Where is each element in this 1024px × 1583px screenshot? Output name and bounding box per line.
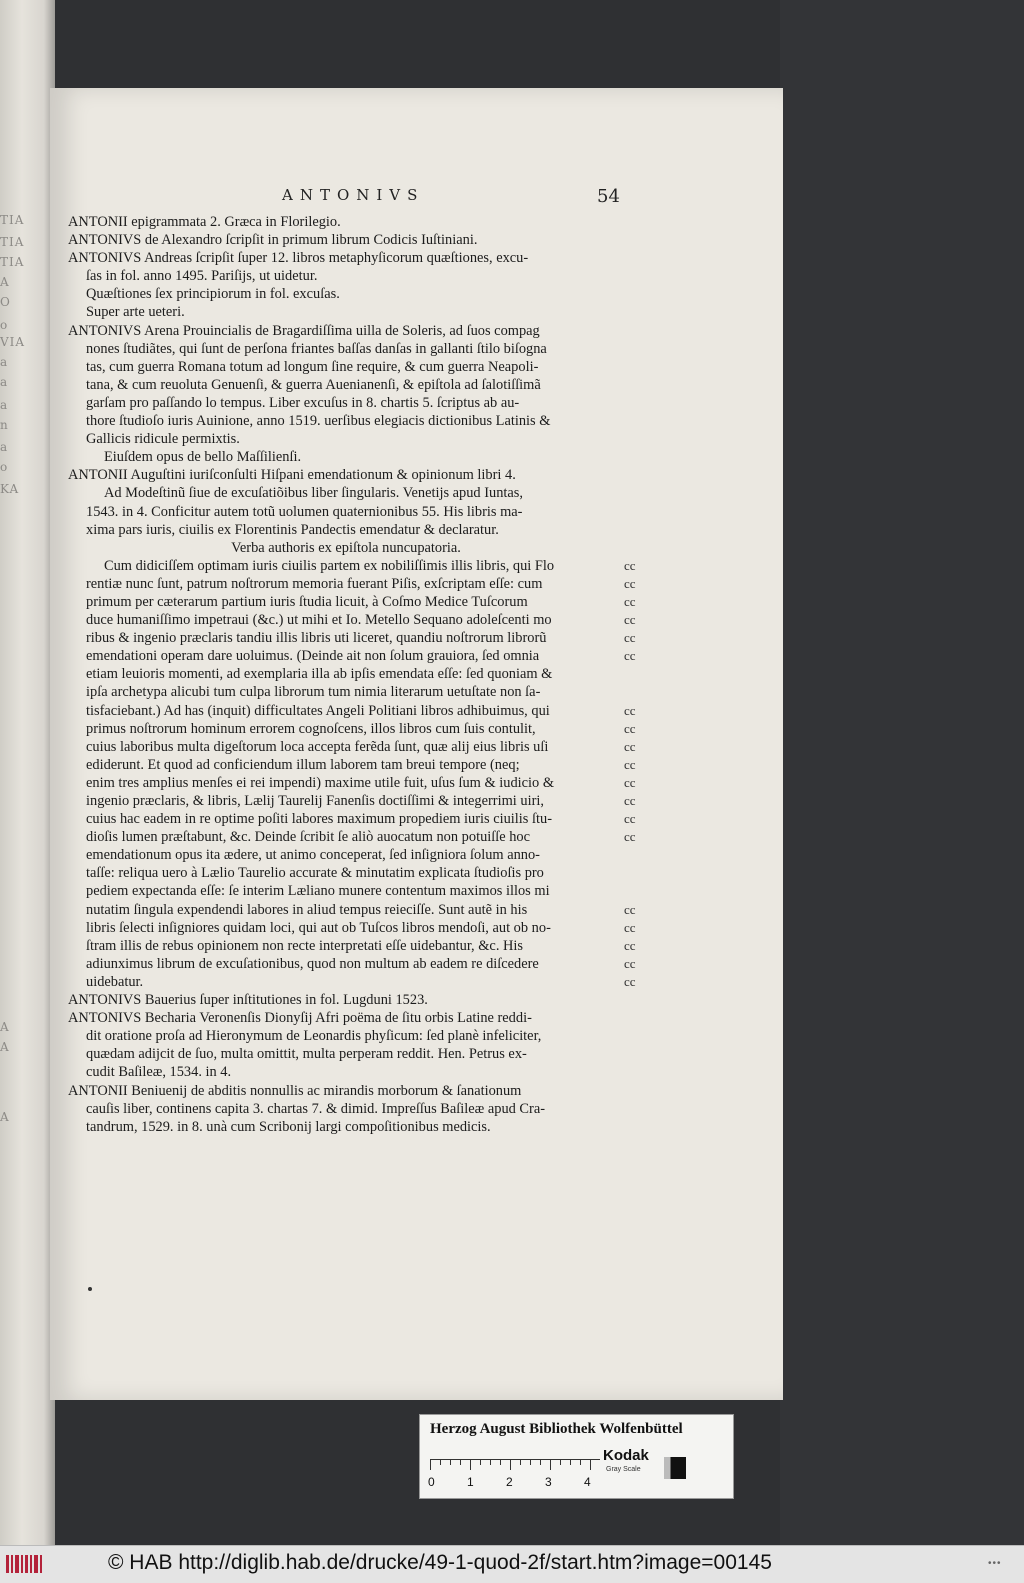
text-line-content: cudit Baſileæ, 1534. in 4. [86,1064,232,1081]
text-line-content: tandrum, 1529. in 8. unà cum Scribonij largi compoſitionibus medicis. [86,1118,491,1135]
text-line [68,575,636,593]
previous-page-fragment: TIA [0,235,25,249]
previous-page-edge [0,0,55,1545]
previous-page-fragment: o [0,318,9,332]
previous-page-fragment: A [0,1110,10,1124]
quotation-mark: cc [624,937,636,953]
text-line [68,1118,624,1136]
quotation-mark: cc [624,829,636,845]
text-line-content: emendationum opus ita ædere, ut animo conceperat, ſed inſigniora ſolum anno- [86,847,540,864]
quotation-mark: cc [624,612,636,628]
ruler-tick [580,1460,581,1465]
text-line-content: uidebatur. [86,973,144,990]
text-line [68,1063,624,1081]
text-line-content: 1543. in 4. Conficitur autem totũ uolumen quaternionibus 55. His libris ma- [86,503,523,520]
text-line-content: tisfaciebant.) Ad has (inquit) difficultates Angeli Politiani libros adhibuimus, qui [86,702,550,719]
text-line [68,466,624,484]
text-line [68,792,636,810]
text-line-content: ANTONII Beniuenij de abditis nonnullis ac mirandis morborum & ſanationum [68,1082,522,1099]
text-line-content: Verba authoris ex epiſtola nuncupatoria. [231,539,461,556]
text-line-content: ANTONIVS Andreas ſcripſit ſuper 12. libros metaphyſicorum quæſtiones, excu- [68,250,529,267]
ruler-tick [540,1460,541,1465]
text-line [68,720,636,738]
quotation-mark: cc [624,702,636,718]
quotation-mark: cc [624,575,636,591]
quotation-mark: cc [624,955,636,971]
ruler-tick [530,1460,531,1465]
ruler-tick [570,1460,571,1465]
previous-page-fragment: n [0,418,9,432]
library-name: Herzog August Bibliothek Wolfenbüttel [430,1421,683,1437]
text-line-content: Super arte ueteri. [86,304,185,321]
text-line-content: ribus & ingenio præclaris tandiu illis libris uti liceret, quandiu noſtrorum librorũ [86,630,547,647]
text-line-content: ſas in fol. anno 1495. Pariſijs, ut uidetur. [86,268,318,285]
text-line [68,611,636,629]
viewer-footer [0,1545,1024,1583]
scan-background [780,0,1024,1545]
text-line [68,991,624,1009]
text-line [68,503,624,521]
text-line-content: cuius hac eadem in re optime poſiti labores maximum propediem iuris ciuilis ſtu- [86,811,552,828]
quotation-mark: cc [624,557,636,573]
quotation-mark: cc [624,648,636,664]
text-line [68,810,636,828]
quotation-mark: cc [624,901,636,917]
text-line-content: etiam leuioris momenti, ad exemplaria illa ab ipſis emendata eſſe: ſed quoniam & [86,666,553,683]
text-line [68,955,636,973]
quotation-mark: cc [624,593,636,609]
text-line [68,1082,624,1100]
previous-page-fragment: A [0,1020,10,1034]
text-line [68,1027,624,1045]
ruler-tick [510,1460,511,1470]
text-line [68,973,636,991]
ruler-tick [560,1460,561,1465]
text-line-content: ediderunt. Et quod ad conficiendum illum laborem tam breui tempore (neq; [86,756,520,773]
ruler-tick [590,1460,591,1470]
gray-scale-label: Gray Scale [606,1466,641,1473]
text-line-content: ingenio præclaris, & libris, Lælij Taurelij Fanenſis doctiſſimi & integerrimi uiri, [86,793,544,809]
text-line [68,937,636,955]
text-line-content: pediem expectanda eſſe: ſe interim Læliano munere contentum maximos illos mi [86,883,550,900]
previous-page-fragment: A [0,275,10,289]
text-line-content: cauſis liber, continens capita 3. chartas 7. & dimid. Impreſſus Baſileæ apud Cra- [86,1100,546,1117]
text-line [68,1009,624,1027]
quotation-mark: cc [624,738,636,754]
page-number: 54 [597,186,620,207]
quotation-mark: cc [624,793,636,808]
previous-page-fragment: VIA [0,335,26,349]
text-line-content: Ad Modeſtinũ ſiue de excuſatiõibus liber ſingularis. Venetijs apud Iuntas, [104,485,523,502]
color-target-card [419,1414,734,1499]
quotation-mark: cc [624,720,636,736]
text-line [68,376,624,394]
text-line [68,249,624,267]
ruler-number: 3 [545,1475,552,1489]
previous-page-fragment: a [0,398,9,412]
text-line [68,593,636,611]
text-line [68,828,636,846]
text-line-content: ANTONIVS Becharia Veronenſis Dionyſij Afri poëma de ſitu orbis Latine reddi- [68,1010,532,1027]
quotation-mark: cc [624,774,636,790]
previous-page-fragment: KA [0,482,20,496]
text-line [68,358,624,376]
previous-page-fragment: TIA [0,213,25,227]
quotation-mark: cc [624,919,636,935]
text-line-content: duce humaniſſimo impetraui (&c.) ut mihi et Io. Metello Sequano adoleſcenti mo [86,612,552,629]
text-line [68,213,624,231]
text-line-content: quædam adijcit de ſuo, multa omittit, multa perperam reddit. Hen. Petrus ex- [86,1046,527,1063]
more-menu-icon[interactable]: ••• [988,1558,1002,1569]
ruler-tick [470,1460,471,1470]
text-line-content: libris ſelecti inſigniores quidam loci, qui aut ob Tuſcos libros mendoſi, aut ob no- [86,919,551,936]
text-line [68,846,624,864]
text-line-content: enim tres amplius menſes ei rei impendi) maxime utile fuit, uſus ſum & iudicio & [86,774,555,791]
text-line-content: rentiæ nunc ſunt, patrum noſtrorum memoria fuerant Piſis, exſcriptam eſſe: cum [86,575,543,592]
previous-page-fragment: a [0,355,9,369]
text-line-content: ſtram illis de rebus opinionem non recte interpretati eſſe uidebantur, &c. His [86,937,524,954]
previous-page-fragment: a [0,375,9,389]
text-line [68,1045,624,1063]
running-head: ANTONIVS [282,186,425,204]
text-line-content: ANTONIVS Bauerius ſuper inſtitutiones in fol. Lugduni 1523. [68,992,428,1009]
text-line [68,647,636,665]
text-line-content: Cum didiciſſem optimam iuris ciuilis partem ex nobiliſſimis illis libris, qui Flo [104,557,555,574]
ruler-tick [450,1460,451,1465]
text-line [68,557,636,575]
text-line [68,394,624,412]
ruler-number: 2 [506,1475,513,1489]
gray-swatch [664,1457,686,1479]
text-line-content: ipſa archetypa alicubi tum culpa librorum tum nimia literarum uetuſtate non ſa- [86,684,541,701]
quotation-mark: cc [624,811,636,827]
text-line [68,629,636,647]
text-line-content: primus noſtrorum hominum errorem cognoſcens, illos libros cum ſuis contulit, [86,720,536,737]
text-line [68,901,636,919]
ruler-tick [440,1460,441,1465]
ruler-tick [460,1460,461,1465]
previous-page-fragment: TIA [0,255,25,269]
previous-page-fragment: A [0,1040,10,1054]
text-line [68,322,624,340]
text-line-content: Gallicis ridicule permixtis. [86,431,240,448]
text-line-content: tas, cum guerra Romana totum ad longum ſine require, & cum guerra Neapoli- [86,358,539,375]
text-line-content: dit oratione proſa ad Hieronymum de Leonardis phyſicum: ſed planè infeliciter, [86,1028,542,1045]
text-line-content: tana, & cum reuoluta Genuenſi, & guerra Auenianenſi, & epiſtola ad ſalotiſſimã [86,376,541,393]
previous-page-fragment: O [0,295,11,309]
text-line [68,774,636,792]
ruler-number: 0 [428,1475,435,1489]
text-line-content: xima pars iuris, ciuilis ex Florentinis Pandectis emendatur & declaratur. [86,521,499,538]
text-line [68,756,636,774]
previous-page-fragment: o [0,460,9,474]
quotation-mark: cc [624,630,636,646]
text-line-content: primum per cæterarum partium iuris ſtudia licuit, à Coſmo Medice Tuſcorum [86,593,528,610]
text-line [68,539,624,557]
hab-barcode-icon [6,1553,46,1575]
text-line [68,430,624,448]
text-line-content: Quæſtiones ſex principiorum in fol. excuſas. [86,286,340,303]
ruler-tick [430,1460,431,1470]
text-line [68,919,636,937]
text-line-content: ANTONII epigrammata 2. Græca in Florilegio. [68,214,341,230]
ruler-tick [490,1460,491,1465]
previous-page-fragment: a [0,440,9,454]
text-line-content: nutatim ſingula expendendi labores in aliud tempus reieciſſe. Sunt autẽ in his [86,901,528,918]
text-line-content: garſam pro paſſando lo tempus. Liber excuſus in 8. chartis 5. ſcriptus ab au- [86,394,520,411]
text-line [68,267,624,285]
text-line [68,340,624,358]
quotation-mark: cc [624,756,636,772]
ruler-tick [500,1460,501,1465]
text-line-content: nones ſtudiãtes, qui ſunt de perſona friantes baſſas danſas in gallanti ſtilo biſogna [86,340,547,357]
text-line [68,738,636,756]
ruler-tick [520,1460,521,1465]
text-line [68,521,624,539]
text-line-content: adiunximus librum de excuſationibus, quod non multum ab eadem re diſcedere [86,955,539,972]
text-line [68,882,624,900]
page-text-block [68,213,636,1136]
text-line [68,864,624,882]
text-line-content: ANTONIVS Arena Prouincialis de Bragardiſſima uilla de Soleris, ad ſuos compag [68,322,540,339]
text-line-content: taſſe: reliqua uero à Lælio Taurelio accurate & minutatim explicata ſtudioſis pro [86,865,544,882]
kodak-logo: Kodak [603,1447,649,1464]
text-line [68,665,624,683]
ruler-tick [550,1460,551,1470]
ruler-number: 4 [584,1475,591,1489]
text-line [68,448,624,466]
text-line-content: cuius laboribus multa digeſtorum loca accepta ferẽda ſunt, quæ alij eius libris uſi [86,738,549,755]
text-line-content: Eiuſdem opus de bello Maſſilienſi. [104,449,302,466]
text-line [68,702,636,720]
ruler-number: 1 [467,1475,474,1489]
ruler-scale [430,1459,600,1476]
copyright-url[interactable]: © HAB http://diglib.hab.de/drucke/49-1-quod-2f/start.htm?image=00145 [108,1551,772,1574]
text-line [68,412,624,430]
ink-speck [88,1287,92,1291]
text-line-content: emendationi operam dare uoluimus. (Deinde ait non ſolum grauiora, ſed omnia [86,648,540,665]
text-line-content: ANTONIVS de Alexandro ſcripſit in primum librum Codicis Iuſtiniani. [68,232,478,249]
text-line [68,484,624,502]
text-line-content: dioſis lumen præſtabunt, &c. Deinde ſcribit ſe aliò auocatum non potuiſſe hoc [86,829,531,846]
ruler-tick [480,1460,481,1465]
text-line-content: ANTONII Auguſtini iuriſconſulti Hiſpani emendationum & opinionum libri 4. [68,467,516,484]
text-line [68,231,624,249]
quotation-mark: cc [624,973,636,989]
text-line [68,285,624,303]
text-line [68,683,624,701]
text-line-content: thore ſtudioſo iuris Auinione, anno 1519. uerſibus elegiacis dictionibus Latinis & [86,413,551,430]
text-line [68,1100,624,1118]
text-line [68,303,624,321]
